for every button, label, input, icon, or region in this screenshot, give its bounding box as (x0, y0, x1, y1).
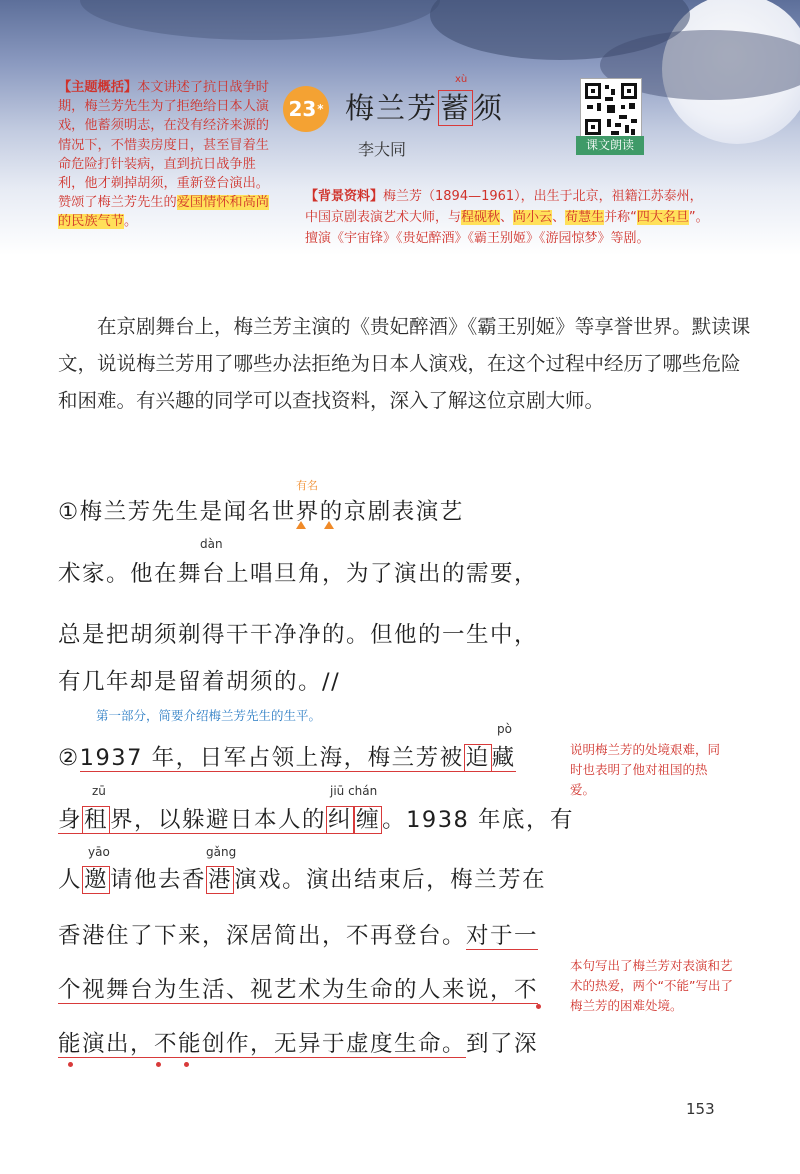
text: 。1938 年底，有 (382, 807, 574, 833)
emphasis-dot (184, 1062, 189, 1067)
annotation-youming: 有名 (296, 479, 318, 492)
pinyin-gang: gǎng (206, 845, 237, 859)
pinyin-dan: dàn (200, 537, 223, 551)
boxed-char: 迫 (465, 745, 490, 771)
summary-highlight: 爱国情怀和高尚的民族气节 (58, 195, 269, 230)
background-text: 并称“ (604, 210, 637, 225)
lesson-number: 23 (288, 97, 317, 121)
text: 请他去香 (110, 867, 207, 893)
text: 香港住了下来，深居简出，不再登台。 (58, 923, 467, 949)
pinyin-yao: yāo (88, 845, 110, 859)
boxed-char: 港 (208, 867, 233, 893)
underlined-text: 1937 年，日军占领上海，梅兰芳被 (79, 745, 464, 771)
text: 演戏。演出结束后，梅兰芳在 (234, 867, 547, 893)
summary-end: 。 (123, 214, 138, 230)
title-pinyin: xù (455, 74, 468, 85)
part-note: 第一部分，简要介绍梅兰芳先生的生平。 (96, 708, 322, 723)
p2-line3 (58, 862, 546, 894)
pinyin-jiuchan: jiū chán (330, 784, 378, 798)
page-number: 153 (686, 1100, 715, 1118)
lesson-title (345, 86, 504, 127)
cloud-decoration (80, 0, 440, 40)
emphasis-dot (156, 1062, 161, 1067)
highlight-name: 程砚秋 (461, 210, 501, 225)
summary-text: 本文讲述了抗日战争时期，梅兰芳先生为了拒绝给日本人演戏，他蓄须明志，在没有经济来源的情况下，不惜卖房度日，甚至冒着生命危险打针装病，直到抗日战争胜利，他才剃掉胡须，重新登台演出。赞颂了梅兰芳先生的 (58, 80, 269, 211)
reading-guide: 在京剧舞台上，梅兰芳主演的《贵妃醉酒》《霸王别姬》等享誉世界。默读课文，说说梅兰芳用了哪些办法拒绝为日本人演戏，在这个过程中经历了哪些危险和困难。有兴趣的同学可以查找资料，深入了解这位京剧大师。 (58, 315, 751, 412)
p2-line2 (58, 802, 574, 834)
underlined-text: 身 (58, 807, 83, 833)
background-text: 梅兰芳（1894—1961），出生于北京，祖籍江苏泰州，中国京剧表演艺术大师，与 (305, 189, 703, 225)
p1-line1 (58, 494, 464, 526)
p1-line3: 总是把胡须剃得干干净净的。但他的一生中， (58, 622, 539, 648)
lesson-mark: * (317, 102, 324, 116)
read-aloud-label[interactable]: 课文朗读 (576, 136, 644, 155)
side-note-situation: 说明梅兰芳的处境艰难，同时也表明了他对祖国的热爱。 (570, 742, 721, 797)
boxed-char: 纠 (328, 807, 353, 833)
emphasis-dot (536, 1004, 541, 1009)
p2-line6 (58, 1026, 538, 1058)
title-boxed-char: 蓄 (440, 91, 472, 125)
side-note-love-of-art: 本句写出了梅兰芳对表演和艺术的热爱，两个“不能”写出了梅兰芳的困难处境。 (570, 958, 733, 1013)
theme-summary (58, 78, 280, 232)
separator: 、 (552, 210, 566, 225)
summary-tag: 【主题概括】 (58, 80, 138, 95)
background-text: ”。擅演《宇宙锋》《贵妃醉酒》《霸王别姬》《游园惊梦》等剧。 (305, 210, 709, 246)
boxed-char: 邀 (84, 867, 109, 893)
qr-code-icon[interactable] (580, 78, 642, 140)
underlined-text: 个视舞台为生活、视艺术为生命的人来说，不 (58, 977, 539, 1003)
p1-line2: 术家。他在舞台上唱旦角，为了演出的需要， (58, 561, 539, 587)
background-info (305, 186, 715, 249)
highlight-group: 四大名旦 (636, 210, 689, 225)
highlight-name: 荀慧生 (565, 210, 605, 225)
separator: 、 (500, 210, 514, 225)
triangle-mark (296, 521, 306, 529)
underlined-text: 对于一 (466, 923, 539, 949)
pinyin-zu: zū (92, 784, 106, 798)
underlined-text: 能演出，不能创作，无异于虚度生命。 (58, 1031, 467, 1057)
p2-line4 (58, 918, 538, 950)
text-wenming: 闻名 (223, 499, 272, 525)
text: ①梅兰芳先生是 (58, 499, 224, 525)
lesson-number-badge (283, 86, 329, 132)
boxed-char: 租 (84, 807, 109, 833)
text: ② (58, 745, 80, 771)
p1-line4: 有几年却是留着胡须的。// (58, 669, 341, 695)
triangle-mark (324, 521, 334, 529)
title-part1: 梅兰芳 (345, 91, 439, 125)
p2-line5 (58, 972, 538, 1004)
background-tag: 【背景资料】 (305, 189, 384, 204)
title-part2: 须 (473, 91, 505, 125)
pinyin-po: pò (497, 722, 512, 736)
text: 人 (58, 867, 83, 893)
p2-line1 (58, 740, 516, 772)
highlight-name: 尚小云 (513, 210, 553, 225)
boxed-char: 缠 (356, 807, 381, 833)
text: 到了深 (466, 1031, 539, 1057)
author-name: 李大同 (358, 140, 407, 159)
emphasis-dot (68, 1062, 73, 1067)
text: 世界的京剧表演艺 (271, 499, 464, 525)
underlined-text: 藏 (491, 745, 516, 771)
underlined-text: 界，以躲避日本人的 (110, 807, 327, 833)
